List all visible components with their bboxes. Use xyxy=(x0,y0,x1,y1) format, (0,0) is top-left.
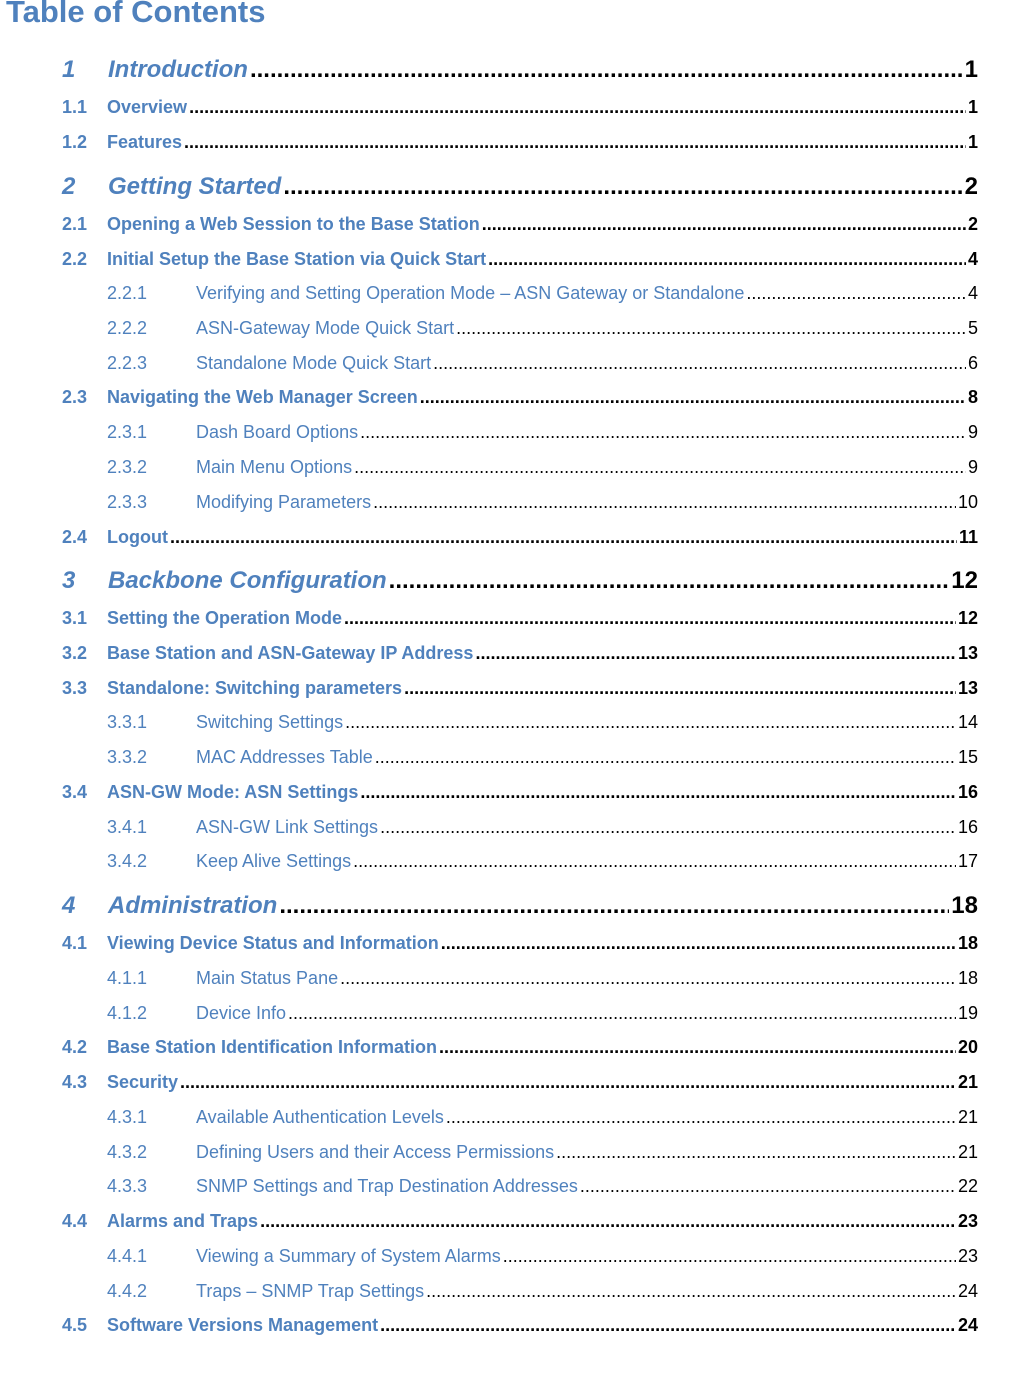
toc-entry-section[interactable] xyxy=(62,249,978,273)
dot-leader xyxy=(475,643,956,664)
entry-title: Introduction xyxy=(108,56,248,83)
entry-title: Base Station and ASN-Gateway IP Address xyxy=(107,643,474,663)
dot-leader xyxy=(283,173,962,201)
toc-entry-subsection[interactable] xyxy=(107,457,978,481)
toc-entry-subsection[interactable] xyxy=(107,747,978,771)
toc-entry-section[interactable] xyxy=(62,782,978,806)
entry-number: 3.3.1 xyxy=(107,712,148,732)
entry-number: 2.4 xyxy=(62,527,88,547)
entry-number: 1.1 xyxy=(62,97,88,117)
toc-entry-section[interactable] xyxy=(62,97,978,121)
toc-entry-subsection[interactable] xyxy=(107,817,978,841)
entry-number: 4.4.1 xyxy=(107,1246,148,1266)
page-title: Table of Contents xyxy=(6,0,266,29)
entry-title: Getting Started xyxy=(108,173,282,200)
entry-title: Logout xyxy=(107,527,168,547)
entry-title: Standalone: Switching parameters xyxy=(107,678,403,698)
entry-number: 4.5 xyxy=(62,1315,88,1335)
entry-page: 21 xyxy=(957,1072,978,1092)
entry-page: 1 xyxy=(967,97,978,117)
entry-title: ASN-GW Link Settings xyxy=(196,817,379,837)
entry-page: 13 xyxy=(957,678,978,698)
dot-leader xyxy=(441,933,956,954)
entry-number: 4.3.3 xyxy=(107,1176,148,1196)
entry-page: 9 xyxy=(967,422,978,442)
entry-page: 1 xyxy=(967,132,978,152)
entry-number: 2.2 xyxy=(62,249,88,269)
entry-title: Administration xyxy=(108,892,278,919)
toc-entry-subsection[interactable] xyxy=(107,1003,978,1027)
entry-title: Main Status Pane xyxy=(196,968,339,988)
entry-number: 2.2.1 xyxy=(107,283,148,303)
entry-title: Setting the Operation Mode xyxy=(107,608,343,628)
entry-page: 4 xyxy=(967,283,978,303)
dot-leader xyxy=(580,1176,956,1197)
entry-page: 16 xyxy=(957,782,978,802)
entry-number: 1 xyxy=(62,56,76,83)
entry-page: 18 xyxy=(951,892,978,919)
entry-number: 4.3.2 xyxy=(107,1142,148,1162)
dot-leader xyxy=(250,56,963,84)
dot-leader xyxy=(184,132,966,153)
entry-number: 3.2 xyxy=(62,643,88,663)
entry-number: 4.3 xyxy=(62,1072,88,1092)
toc-entry-subsection[interactable] xyxy=(107,1142,978,1166)
entry-page: 17 xyxy=(957,851,978,871)
toc-entry-section[interactable] xyxy=(62,1315,978,1339)
entry-number: 3.3.2 xyxy=(107,747,148,767)
toc-entry-section[interactable] xyxy=(62,678,978,702)
dot-leader xyxy=(260,1211,956,1232)
entry-title: Software Versions Management xyxy=(107,1315,379,1335)
entry-page: 15 xyxy=(957,747,978,767)
entry-page: 23 xyxy=(957,1211,978,1231)
entry-title: Backbone Configuration xyxy=(108,567,387,594)
entry-title: Features xyxy=(107,132,183,152)
dot-leader xyxy=(360,422,966,443)
dot-leader xyxy=(503,1246,956,1267)
entry-title: Available Authentication Levels xyxy=(196,1107,444,1127)
entry-title: Overview xyxy=(107,97,188,117)
entry-page: 8 xyxy=(967,387,978,407)
dot-leader xyxy=(380,1315,956,1336)
entry-title: Main Menu Options xyxy=(196,457,353,477)
entry-number: 4.1.2 xyxy=(107,1003,148,1023)
entry-page: 21 xyxy=(957,1142,978,1162)
dot-leader xyxy=(375,747,956,768)
entry-page: 9 xyxy=(967,457,978,477)
entry-title: Navigating the Web Manager Screen xyxy=(107,387,418,407)
dot-leader xyxy=(180,1072,956,1093)
dot-leader xyxy=(389,567,950,595)
dot-leader xyxy=(446,1107,956,1128)
toc-entry-chapter-2[interactable] xyxy=(62,173,978,209)
toc-entry-subsection[interactable] xyxy=(107,283,978,307)
dot-leader xyxy=(482,214,966,235)
entry-title: ASN-Gateway Mode Quick Start xyxy=(196,318,455,338)
entry-page: 2 xyxy=(967,214,978,234)
dot-leader xyxy=(344,608,956,629)
toc-entry-section[interactable] xyxy=(62,387,978,411)
entry-number: 3.4.1 xyxy=(107,817,148,837)
dot-leader xyxy=(288,1003,956,1024)
toc-entry-subsection[interactable] xyxy=(107,1281,978,1305)
dot-leader xyxy=(439,1037,956,1058)
entry-page: 18 xyxy=(957,968,978,988)
toc-entry-subsection[interactable] xyxy=(107,1246,978,1270)
entry-page: 10 xyxy=(957,492,978,512)
entry-title: Dash Board Options xyxy=(196,422,359,442)
entry-title: Keep Alive Settings xyxy=(196,851,352,871)
entry-page: 6 xyxy=(967,353,978,373)
toc-entry-subsection[interactable] xyxy=(107,318,978,342)
entry-number: 3.4 xyxy=(62,782,88,802)
toc-entry-subsection[interactable] xyxy=(107,1176,978,1200)
toc-entry-subsection[interactable] xyxy=(107,851,978,875)
entry-page: 2 xyxy=(964,173,978,200)
entry-page: 1 xyxy=(964,56,978,83)
entry-title: SNMP Settings and Trap Destination Addresses xyxy=(196,1176,578,1196)
toc-entry-chapter-4[interactable] xyxy=(62,892,978,928)
entry-title: Modifying Parameters xyxy=(196,492,372,512)
entry-title: Initial Setup the Base Station via Quick Start xyxy=(107,249,487,269)
dot-leader xyxy=(488,249,966,270)
dot-leader xyxy=(279,892,949,920)
entry-number: 2.3.1 xyxy=(107,422,148,442)
entry-number: 2.3 xyxy=(62,387,88,407)
dot-leader xyxy=(345,712,956,733)
toc-entry-section[interactable] xyxy=(62,1037,978,1061)
entry-title: Switching Settings xyxy=(196,712,344,732)
dot-leader xyxy=(746,283,966,304)
entry-number: 4.3.1 xyxy=(107,1107,148,1127)
entry-title: Standalone Mode Quick Start xyxy=(196,353,432,373)
entry-title: Base Station Identification Information xyxy=(107,1037,438,1057)
entry-title: Traps – SNMP Trap Settings xyxy=(196,1281,425,1301)
dot-leader xyxy=(420,387,966,408)
entry-title: ASN-GW Mode: ASN Settings xyxy=(107,782,359,802)
dot-leader xyxy=(380,817,956,838)
entry-number: 4 xyxy=(62,892,76,919)
dot-leader xyxy=(404,678,956,699)
toc-entry-subsection[interactable] xyxy=(107,492,978,516)
entry-title: Viewing Device Status and Information xyxy=(107,933,439,953)
entry-page: 12 xyxy=(957,608,978,628)
dot-leader xyxy=(354,457,966,478)
entry-page: 20 xyxy=(957,1037,978,1057)
entry-number: 2.2.2 xyxy=(107,318,148,338)
toc-entry-section[interactable] xyxy=(62,608,978,632)
entry-number: 2.2.3 xyxy=(107,353,148,373)
entry-title: Alarms and Traps xyxy=(107,1211,259,1231)
toc-entry-section[interactable] xyxy=(62,1072,978,1096)
entry-number: 2 xyxy=(62,173,76,200)
entry-page: 11 xyxy=(958,527,978,547)
dot-leader xyxy=(353,851,956,872)
toc-entry-subsection[interactable] xyxy=(107,968,978,992)
entry-page: 13 xyxy=(957,643,978,663)
toc-entry-section[interactable] xyxy=(62,214,978,238)
entry-number: 2.3.3 xyxy=(107,492,148,512)
dot-leader xyxy=(340,968,956,989)
toc-entry-subsection[interactable] xyxy=(107,353,978,377)
dot-leader xyxy=(456,318,966,339)
toc-entry-chapter-1[interactable] xyxy=(62,56,978,92)
entry-title: Device Info xyxy=(196,1003,287,1023)
entry-number: 3.1 xyxy=(62,608,88,628)
entry-page: 16 xyxy=(957,817,978,837)
entry-page: 18 xyxy=(957,933,978,953)
entry-page: 24 xyxy=(957,1315,978,1335)
entry-number: 2.1 xyxy=(62,214,88,234)
entry-page: 19 xyxy=(957,1003,978,1023)
entry-title: Viewing a Summary of System Alarms xyxy=(196,1246,501,1266)
dot-leader xyxy=(426,1281,956,1302)
dot-leader xyxy=(360,782,956,803)
toc-entry-subsection[interactable] xyxy=(107,422,978,446)
toc-entry-subsection[interactable] xyxy=(107,1107,978,1131)
entry-number: 2.3.2 xyxy=(107,457,148,477)
entry-page: 4 xyxy=(967,249,978,269)
entry-number: 4.4.2 xyxy=(107,1281,148,1301)
entry-number: 4.1.1 xyxy=(107,968,148,988)
entry-page: 12 xyxy=(951,567,978,594)
entry-title: Opening a Web Session to the Base Station xyxy=(107,214,480,234)
toc-entry-section[interactable] xyxy=(62,527,978,551)
entry-page: 22 xyxy=(957,1176,978,1196)
entry-number: 1.2 xyxy=(62,132,88,152)
entry-title: Security xyxy=(107,1072,179,1092)
dot-leader xyxy=(189,97,966,118)
entry-title: Verifying and Setting Operation Mode – ASN Gateway or Standalone xyxy=(196,283,745,303)
entry-number: 4.2 xyxy=(62,1037,88,1057)
entry-page: 5 xyxy=(967,318,978,338)
entry-number: 4.1 xyxy=(62,933,88,953)
entry-page: 24 xyxy=(957,1281,978,1301)
entry-title: MAC Addresses Table xyxy=(196,747,373,767)
toc-entry-chapter-3[interactable] xyxy=(62,567,978,603)
toc-entry-section[interactable] xyxy=(62,933,978,957)
dot-leader xyxy=(433,353,966,374)
entry-number: 3.4.2 xyxy=(107,851,148,871)
entry-page: 23 xyxy=(957,1246,978,1266)
entry-number: 3 xyxy=(62,567,76,594)
toc-entry-section[interactable] xyxy=(62,132,978,156)
dot-leader xyxy=(556,1142,956,1163)
entry-page: 21 xyxy=(957,1107,978,1127)
dot-leader xyxy=(373,492,956,513)
dot-leader xyxy=(170,527,957,548)
toc-entry-section[interactable] xyxy=(62,643,978,667)
entry-number: 4.4 xyxy=(62,1211,88,1231)
toc-entry-subsection[interactable] xyxy=(107,712,978,736)
entry-number: 3.3 xyxy=(62,678,88,698)
toc-entry-section[interactable] xyxy=(62,1211,978,1235)
entry-page: 14 xyxy=(957,712,978,732)
entry-title: Defining Users and their Access Permissions xyxy=(196,1142,555,1162)
